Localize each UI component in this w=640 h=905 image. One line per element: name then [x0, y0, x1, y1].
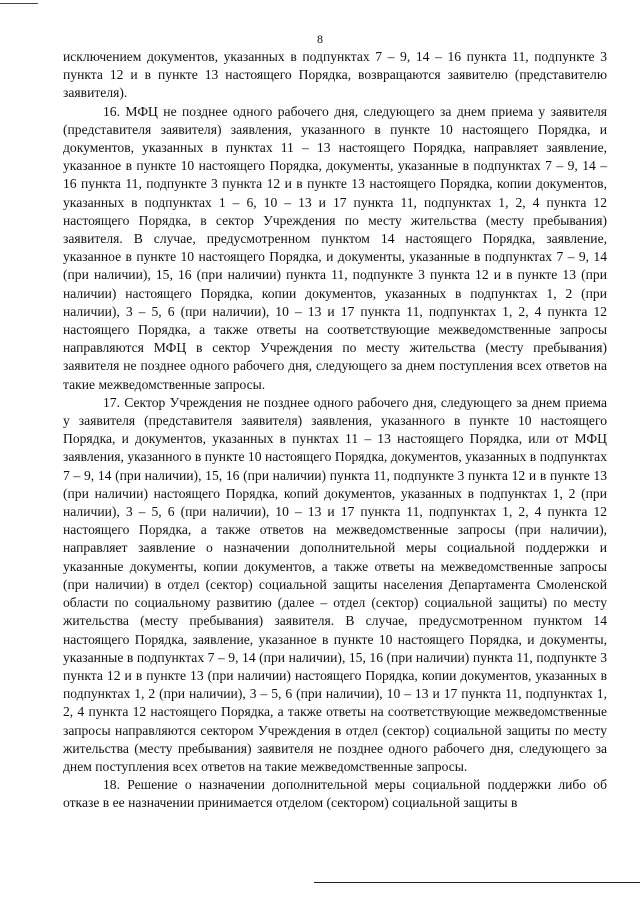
paragraph-continued: исключением документов, указанных в подпунктах 7 – 9, 14 – 16 пункта 11, подпункте 3 пункта 12 и в пункте 13 настоящего Порядка, возвращаются заявителю (представителю заявителя).: [63, 49, 607, 101]
scan-bottom-line: [314, 882, 640, 883]
body-text: [63, 48, 607, 813]
paragraph-17: 17. Сектор Учреждения не позднее одного рабочего дня, следующего за днем приема у заявителя (представителя заявителя) заявления, указанного в пункте 10 настоящего Порядка, и документов, указанных в пунктах 11 – 13 настоящего Порядка, или от МФЦ заявления, указанного в пункте 10 настоящего Порядка, документов, указанных в подпунктах 7 – 9, 14 (при наличии), 15, 16 (при наличии) пункта 11, подпункте 3 пункта 12 и в пункте 13 (при наличии) настоящего Порядка, копий документов, указанных в подпунктах 1, 2 (при наличии), 3 – 5, 6 (при наличии), 10 – 13 и 17 пункта 11, подпунктах 1, 2, 4 пункта 12 настоящего Порядка, а также ответов на межведомственные запросы (при наличии), направляет заявление о назначении дополнительной меры социальной поддержки и указанные документы, копии документов, а также ответы на межведомственные запросы (при наличии) в отдел (сектор) социальной защиты населения Департамента Смоленской области по социальному развитию (далее – отдел (сектор) социальной защиты) по месту жительства (месту пребывания) заявителя. В случае, предусмотренном пунктом 14 настоящего Порядка, заявление, указанное в пункте 10 настоящего Порядка, и документы, указанные в подпунктах 7 – 9, 14 (при наличии), 15, 16 (при наличии) пункта 11, подпункте 3 пункта 12 и в пункте 13 (при наличии) настоящего Порядка, копии документов, указанных в подпунктах 1, 2 (при наличии), 3 – 5, 6 (при наличии), 10 – 13 и 17 пункта 11, подпунктах 1, 2, 4 пункта 12 настоящего Порядка, а также ответы на соответствующие межведомственные запросы направляются сектором Учреждения в отдел (сектор) социальной защиты по месту жительства (месту пребывания) заявителя не позднее одного рабочего дня, следующего за днем поступления всех ответов на такие межведомственные запросы.: [63, 394, 607, 774]
page-number: 8: [317, 32, 323, 46]
paragraph-16: 16. МФЦ не позднее одного рабочего дня, следующего за днем приема у заявителя (представителя заявителя) заявления, указанного в пункте 10 настоящего Порядка, и документов, указанных в пунктах 11 – 13 настоящего Порядка, направляет заявление, указанное в пункте 10 настоящего Порядка, документы, указанные в подпунктах 7 – 9, 14 – 16 пункта 11, подпункте 3 пункта 12 и в пункте 13 настоящего Порядка, копии документов, указанных в подпунктах 1 – 6, 10 – 13 и 17 пункта 11, подпунктах 1, 2, 4 пункта 12 настоящего Порядка, в сектор Учреждения по месту жительства (месту пребывания) заявителя. В случае, предусмотренном пунктом 14 настоящего Порядка, заявление, указанное в пункте 10 настоящего Порядка, и документы, указанные в подпунктах 7 – 9, 14 (при наличии), 15, 16 (при наличии) пункта 11, подпункте 3 пункта 12 и в пункте 13 (при наличии) настоящего Порядка, копии документов, указанных в подпунктах 1, 2 (при наличии), 3 – 5, 6 (при наличии), 10 – 13 и 17 пункта 11, подпунктах 1, 2, 4 пункта 12 настоящего Порядка, а также ответы на соответствующие межведомственные запросы направляются МФЦ в сектор Учреждения по месту жительства (месту пребывания) заявителя не позднее одного рабочего дня, следующего за днем поступления всех ответов на такие межведомственные запросы.: [63, 103, 607, 392]
scan-artifact-line: [0, 3, 38, 4]
paragraph-18: 18. Решение о назначении дополнительной меры социальной поддержки либо об отказе в ее назначении принимается отделом (сектором) социальной защиты в: [63, 777, 607, 811]
